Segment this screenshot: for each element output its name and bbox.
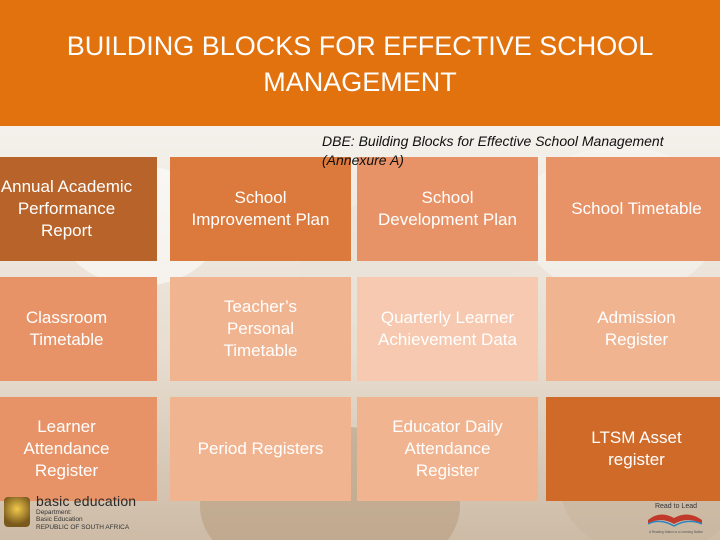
- logo-line-3: REPUBLIC OF SOUTH AFRICA: [36, 523, 130, 531]
- block-school-development-plan: School Development Plan: [357, 157, 538, 261]
- block-period-registers: Period Registers: [170, 397, 351, 501]
- block-ltsm-asset-register: LTSM Asset register: [546, 397, 720, 501]
- basic-education-logo: [4, 488, 174, 536]
- logo-main-text: basic education: [36, 492, 137, 509]
- block-learner-attendance-register: Learner Attendance Register: [0, 397, 157, 501]
- block-quarterly-learner-achievement-data: Quarterly Learner Achievement Data: [357, 277, 538, 381]
- logo-line-2: Basic Education: [36, 516, 83, 524]
- read-to-lead-text: Read to Lead: [654, 503, 698, 510]
- read-to-lead-tagline: A Reading Nation is a Learning Nation: [648, 530, 704, 534]
- block-educator-daily-attendance-register: Educator Daily Attendance Register: [357, 397, 538, 501]
- read-to-lead-logo: [640, 496, 712, 536]
- block-school-improvement-plan: School Improvement Plan: [170, 157, 351, 261]
- logo-line-1: Department:: [36, 508, 72, 516]
- block-annual-academic-performance-report: Annual Academic Performance Report: [0, 157, 157, 261]
- block-classroom-timetable: Classroom Timetable: [0, 277, 157, 381]
- block-teachers-personal-timetable: Teacher’s Personal Timetable: [170, 277, 351, 381]
- slide-title: BUILDING BLOCKS FOR EFFECTIVE SCHOOL MANAGEMENT: [66, 31, 654, 97]
- source-caption: DBE: Building Blocks for Effective School Management (Annexure A): [322, 133, 664, 168]
- block-admission-register: Admission Register: [546, 277, 720, 381]
- title-banner: [0, 0, 720, 126]
- block-school-timetable: School Timetable: [546, 157, 720, 261]
- coat-of-arms-icon: [4, 497, 30, 527]
